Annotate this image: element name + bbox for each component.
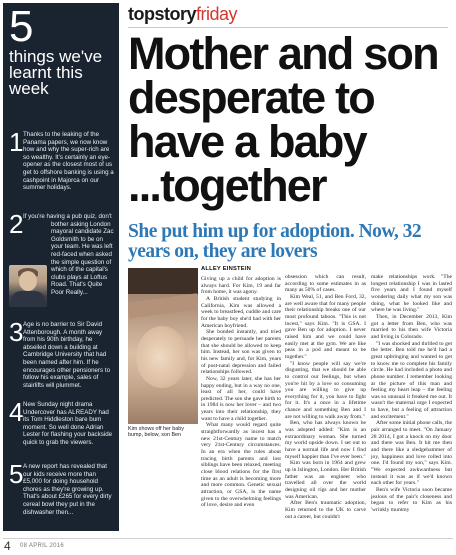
photo-arm	[128, 293, 198, 319]
article-headline: Mother and son desperate to have a baby ...together	[128, 28, 438, 211]
byline: ALLEY EINSTEIN	[201, 266, 252, 272]
sidebar-item-text: Thanks to the leaking of the Panama papers, we now know how and why the super-rich are so wealthy. It's certainly an eye-opener as the closest most of us get to offshore banking is using a cashpoint in Majorca on our summer holidays.	[23, 131, 114, 192]
paragraph: What many would regard quite straightforwardly as incest has a new 21st-Century name to match very 21st-Century circumstances. In an era when the rules about tracing birth parents and lost siblings have been relaxed, meeting close blood relations for the first time as an adult is becoming more and more common. Genetic sexual attraction, or GSA, is the name given to the overwhelming feelings of love, desire and even	[201, 422, 281, 509]
footer-divider	[3, 538, 453, 539]
zac-goldsmith-photo	[9, 265, 47, 307]
sidebar-item-number: 5	[9, 459, 24, 489]
sidebar-item-text: A new report has revealed that our kids receive more than £5,000 for doing household chores as they're growing up. That's about £265 for every dirty cereal bowl they put in the dishwasher then...	[23, 463, 112, 516]
sidebar-number: 5	[9, 3, 34, 51]
paragraph: Kim Weal, 51, and Ben Ford, 32, are well aware that for many people their relationship breaks one of our most profound taboos. "This is not incest," says Kim. "It is GSA. I gave Ben up for adoption. I never raised him and we could have easily met at the gym. We are like peas in a pod and meant to be together."	[285, 293, 366, 360]
sidebar-header	[3, 3, 119, 115]
paragraph: "I know people will say we're disgusting, that we should be able to control our feelings, but when you're hit by a love so consuming you are willing to give up everything for it, you have to fight for it. It's a once in a lifetime chance and something Ben and I are not willing to walk away from."	[285, 360, 366, 420]
sidebar-item-4	[9, 397, 115, 447]
sidebar-item-5	[9, 459, 115, 516]
sidebar-title: things we've learnt this week	[9, 47, 103, 98]
body-column-3	[371, 274, 452, 514]
sidebar-item-3	[9, 317, 115, 389]
paragraph: Ben's wife Victoria soon became jealous of the pair's closeness and began to refer to Kim as his 'wrinkly mummy	[371, 487, 452, 513]
paragraph: Now, 32 years later, she has her happy ending, but in a way no one, least of all her, could have predicted. The son she gave birth to in 1984 is now her lover – and two years into their relationship, they want to have a child together.	[201, 375, 281, 422]
paragraph: She bonded instantly, and tried desperately to persuade her parents that she should be allowed to keep him. Instead, her son was given to his new family and, for Kim, years of post-natal depression and failed relationships followed.	[201, 329, 281, 376]
sidebar-item-text: New Sunday night drama Undercover has ALREADY had its Tom Hiddleston bare bum moment. So well done Adrian Lester for flashing your backside quick to grab the viewers.	[23, 401, 113, 446]
sidebar-item-1	[9, 127, 115, 192]
paragraph: make relationships work. "The longest relationship I was in lasted five years and I found myself wondering daily what my son was doing, what he looked like and where he was living."	[371, 274, 452, 314]
baby-bump-photo	[128, 268, 198, 424]
paragraph: A British student studying in California, Kim was allowed a week to breastfeed, cuddle and care for the baby boy she'd had with her American boyfriend.	[201, 295, 281, 329]
kicker-day: friday	[196, 4, 238, 24]
article-standfirst: She put him up for adoption. Now, 32 years on, they are lovers	[128, 221, 422, 262]
paragraph: After some initial phone calls, the pair arranged to meet. "On January 28 2014, I got a knock on my door and there was Ben. It hit me then and there like a sledgehammer of joy, happiness and love rolled into one. I'd found my son," says Kim. "We expected awkwardness but instead it was as if we'd known each other for years."	[371, 420, 452, 487]
photo-caption: Kim shows off her baby bump, below, son Ben	[128, 426, 184, 439]
photo-face	[19, 271, 37, 291]
body-column-1	[201, 276, 281, 509]
sidebar-item-text: Age is no barrier to Sir David Attenborough. A month away from his 90th birthday, he abseiled down a building at Cambridge University that had been named after him. If he encourages other pensioners to follow his example, sales of stairlifts will plummet.	[23, 321, 111, 389]
photo-body	[11, 291, 45, 307]
sidebar-item-number: 2	[9, 209, 24, 239]
photo-shadow	[128, 268, 198, 294]
things-learnt-sidebar	[3, 3, 119, 531]
kicker-main: topstory	[128, 4, 196, 24]
sidebar-item-number: 3	[9, 317, 24, 347]
paragraph: Kim was born in 1964 and grew up in Islington, London. Her British father was an engineer who travelled all over the world designing oil rigs and her mother was American.	[285, 460, 366, 500]
paragraph: Ben, who has always known he was adopted added: "Kim is an extraordinary woman. She turned my world upside down. I set out to have a normal life and now I find myself happier than I've ever been."	[285, 420, 366, 460]
sidebar-item-number: 1	[9, 127, 24, 157]
section-kicker	[128, 4, 237, 25]
sidebar-item-number: 4	[9, 397, 24, 427]
page-date: 08 APRIL 2016	[20, 543, 65, 549]
paragraph: Giving up a child for adoption is always hard. For Kim, 19 and far from home, it was agony.	[201, 276, 281, 296]
paragraph: Then, in December 2013, Kim got a letter from Ben, who was married to his then wife Victoria and living in Colorado.	[371, 313, 452, 340]
page-number: 4	[4, 539, 11, 553]
paragraph: "I was shocked and thrilled to get the letter. Ben told me he'd had a great upbringing and wanted to get to know me to complete his family circle. He had included a photo and phone number. I remember looking at the picture of this man and feeling my heart leap – the feeling was so unusual it freaked me out. It wasn't the maternal urge I expected to have, but a feeling of attraction and excitement."	[371, 340, 452, 420]
photo-bump	[136, 326, 188, 388]
body-column-2	[285, 274, 366, 520]
sidebar-item-text-content: If you're having a pub quiz, don't bother asking London mayoral candidate Zac Goldsmith to be on your team. He was left red-faced when asked the simple question of which of the capital's clubs plays at Loftus Road. That's Quite Poor Really...	[23, 213, 114, 296]
paragraph: After Ben's traumatic adoption, Kim returned to the UK to carve out a career, but couldn't	[285, 500, 366, 520]
paragraph: obsession which can result, according to some estimates in as many as 50% of cases.	[285, 274, 366, 294]
